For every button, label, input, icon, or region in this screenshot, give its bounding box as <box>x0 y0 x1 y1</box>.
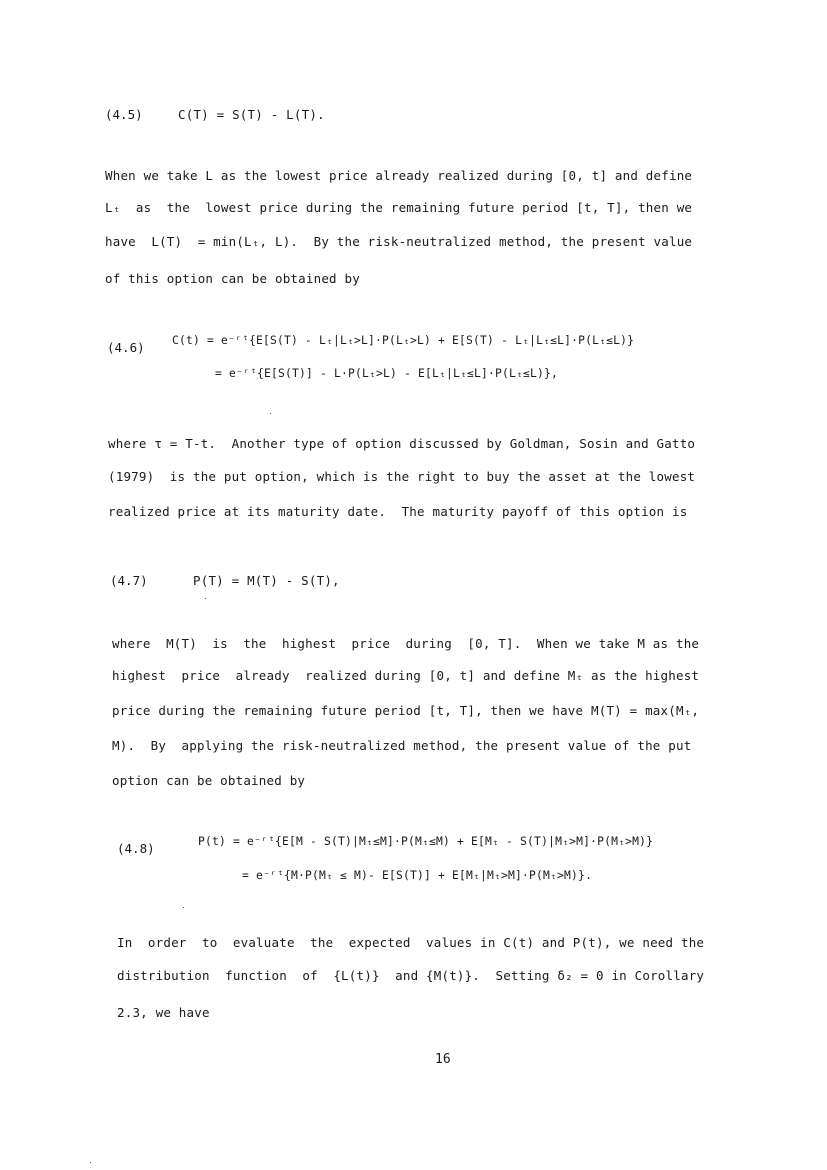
paragraph-4-line-1: In order to evaluate the expected values in C(t) and P(t), we need the <box>117 935 705 950</box>
speck <box>270 413 271 414</box>
equation-4-6-line-2: = e⁻ʳᵗ{E[S(T)] - L·P(Lₜ>L) - E[Lₜ|Lₜ≤L]·P(Lₜ≤L)}, <box>215 367 559 380</box>
paragraph-2-line-1: where τ = T-t. Another type of option discussed by Goldman, Sosin and Gatto <box>108 436 696 451</box>
equation-label-4-8: (4.8) <box>117 841 155 856</box>
equation-label-4-5: (4.5) <box>105 107 143 122</box>
equation-4-6-line-1: C(t) = e⁻ʳᵗ{E[S(T) - Lₜ|Lₜ>L]·P(Lₜ>L) + E[S(T) - Lₜ|Lₜ≤L]·P(Lₜ≤L)} <box>172 334 635 347</box>
paragraph-3-line-3: price during the remaining future period [t, T], then we have M(T) = max(Mₜ, <box>112 703 700 718</box>
paragraph-4-line-2: distribution function of {L(t)} and {M(t)}. Setting δ₂ = 0 in Corollary <box>117 968 705 983</box>
paragraph-2-line-3: realized price at its maturity date. The maturity payoff of this option is <box>108 504 688 519</box>
equation-4-8-line-1: P(t) = e⁻ʳᵗ{E[M - S(T)|Mₜ≤M]·P(Mₜ≤M) + E[Mₜ - S(T)|Mₜ>M]·P(Mₜ>M)} <box>198 835 654 848</box>
paragraph-3-line-1: where M(T) is the highest price during [0, T]. When we take M as the <box>112 636 700 651</box>
paragraph-2-line-2: (1979) is the put option, which is the right to buy the asset at the lowest <box>108 469 696 484</box>
paragraph-1-line-1: When we take L as the lowest price already realized during [0, t] and define <box>105 168 693 183</box>
equation-label-4-7: (4.7) <box>110 573 148 588</box>
equation-label-4-6: (4.6) <box>107 340 145 355</box>
paragraph-3-line-2: highest price already realized during [0, t] and define Mₜ as the highest <box>112 668 700 683</box>
paragraph-1-line-3: have L(T) = min(Lₜ, L). By the risk-neutralized method, the present value <box>105 234 693 249</box>
paragraph-1-line-4: of this option can be obtained by <box>105 271 360 286</box>
speck <box>205 598 206 599</box>
equation-4-7: P(T) = M(T) - S(T), <box>193 573 340 588</box>
equation-4-8-line-2: = e⁻ʳᵗ{M·P(Mₜ ≤ M)- E[S(T)] + E[Mₜ|Mₜ>M]·P(Mₜ>M)}. <box>242 869 593 882</box>
paragraph-4-line-3: 2.3, we have <box>117 1005 210 1020</box>
paragraph-1-line-2: Lₜ as the lowest price during the remaining future period [t, T], then we <box>105 200 693 215</box>
paragraph-3-line-4: M). By applying the risk-neutralized method, the present value of the put <box>112 738 692 753</box>
equation-4-5: C(T) = S(T) - L(T). <box>178 107 325 122</box>
page-number: 16 <box>435 1052 451 1067</box>
speck <box>183 907 184 908</box>
speck <box>90 1162 91 1163</box>
paragraph-3-line-5: option can be obtained by <box>112 773 306 788</box>
